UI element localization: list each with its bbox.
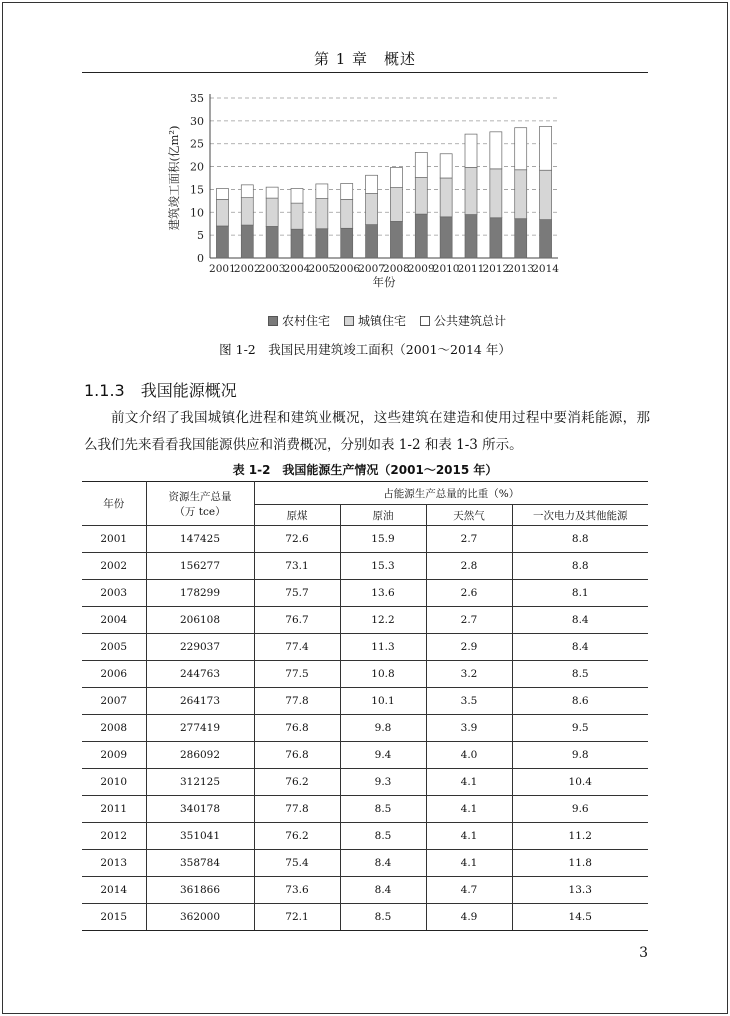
table-cell: 3.5 — [426, 688, 512, 715]
table-cell: 8.5 — [340, 904, 426, 931]
table-row — [82, 553, 648, 580]
bar-segment-rural — [515, 219, 527, 258]
x-tick-label: 2006 — [333, 263, 361, 275]
legend-swatch-rural — [268, 316, 278, 326]
table-row — [82, 823, 648, 850]
table-row — [82, 769, 648, 796]
table-cell: 9.3 — [340, 769, 426, 796]
table-row — [82, 607, 648, 634]
legend-label-rural: 农村住宅 — [282, 314, 331, 328]
table-cell: 2014 — [82, 877, 146, 904]
table-cell: 2001 — [82, 526, 146, 553]
table-cell: 9.6 — [512, 796, 648, 823]
table-cell: 77.8 — [254, 688, 340, 715]
stacked-bar-chart — [160, 86, 570, 310]
table-cell: 75.4 — [254, 850, 340, 877]
table-caption: 表 1-2 我国能源生产情况（2001～2015 年） — [232, 463, 498, 477]
table-cell: 11.2 — [512, 823, 648, 850]
table-cell: 264173 — [146, 688, 254, 715]
table-cell: 2013 — [82, 850, 146, 877]
table-cell: 156277 — [146, 553, 254, 580]
bar-segment-rural — [390, 221, 402, 258]
bar-segment-urban — [216, 199, 228, 226]
bar-segment-public — [415, 152, 427, 177]
table-row — [82, 877, 648, 904]
table-cell: 2.6 — [426, 580, 512, 607]
x-axis-title: 年份 — [372, 275, 396, 289]
x-tick-label: 2010 — [432, 263, 460, 275]
x-tick-label: 2005 — [308, 263, 336, 275]
x-tick-label: 2008 — [383, 263, 410, 275]
table-cell: 77.5 — [254, 661, 340, 688]
legend-swatch-public — [420, 316, 430, 326]
bar-segment-urban — [465, 167, 477, 214]
table-cell: 11.3 — [340, 634, 426, 661]
table-cell: 244763 — [146, 661, 254, 688]
table-cell: 2005 — [82, 634, 146, 661]
table-cell: 8.4 — [340, 877, 426, 904]
y-tick-label: 20 — [190, 160, 204, 174]
y-tick-label: 25 — [190, 137, 204, 151]
y-axis-title: 建筑竣工面积(亿m²) — [167, 125, 181, 231]
header-rule — [82, 72, 648, 73]
bar-segment-public — [341, 183, 353, 199]
table-cell: 4.1 — [426, 823, 512, 850]
bar-segment-rural — [341, 228, 353, 258]
table-cell: 4.9 — [426, 904, 512, 931]
y-tick-label: 35 — [190, 92, 204, 105]
table-row — [82, 688, 648, 715]
bar-segment-public — [390, 167, 402, 187]
y-tick-label: 30 — [190, 114, 204, 128]
table-cell: 11.8 — [512, 850, 648, 877]
bar-segment-rural — [241, 225, 253, 258]
table-cell: 3.2 — [426, 661, 512, 688]
bar-segment-public — [291, 189, 303, 204]
table-cell: 362000 — [146, 904, 254, 931]
bar-segment-urban — [390, 188, 402, 222]
bar-segment-urban — [415, 178, 427, 215]
bar-segment-rural — [366, 225, 378, 258]
bar-segment-public — [266, 187, 278, 198]
table-cell: 76.2 — [254, 823, 340, 850]
running-header: 第 1 章 概述 — [313, 50, 417, 68]
bar-segment-rural — [540, 220, 552, 258]
bar-segment-public — [366, 175, 378, 193]
legend-item-rural — [268, 312, 330, 329]
bar-segment-rural — [216, 226, 228, 258]
table-cell: 8.4 — [340, 850, 426, 877]
x-tick-label: 2001 — [209, 263, 236, 275]
table-cell: 14.5 — [512, 904, 648, 931]
table-cell: 15.3 — [340, 553, 426, 580]
header-year: 年份 — [82, 482, 146, 526]
x-tick-label: 2002 — [233, 263, 261, 275]
table-cell: 3.9 — [426, 715, 512, 742]
bar-segment-public — [216, 189, 228, 200]
bar-segment-rural — [490, 218, 502, 258]
table-cell: 76.8 — [254, 715, 340, 742]
bar-segment-public — [490, 132, 502, 169]
table-cell: 2009 — [82, 742, 146, 769]
table-cell: 9.5 — [512, 715, 648, 742]
y-tick-label: 0 — [197, 252, 204, 265]
table-cell: 2011 — [82, 796, 146, 823]
table-cell: 9.8 — [512, 742, 648, 769]
table-cell: 8.8 — [512, 553, 648, 580]
bar-segment-urban — [316, 199, 328, 229]
table-cell: 8.8 — [512, 526, 648, 553]
x-tick-label: 2004 — [283, 263, 311, 275]
table-cell: 9.4 — [340, 742, 426, 769]
table-cell: 312125 — [146, 769, 254, 796]
page-number: 3 — [639, 945, 648, 961]
table-cell: 4.1 — [426, 796, 512, 823]
table-cell: 358784 — [146, 850, 254, 877]
body-paragraph: 前文介绍了我国城镇化进程和建筑业概况，这些建筑在建造和使用过程中要消耗能源，那么我们先来看看我国能源供应和消费概况，分别如表 1-2 和表 1-3 所示。 — [84, 410, 650, 453]
bar-segment-urban — [490, 169, 502, 218]
table-cell: 2003 — [82, 580, 146, 607]
table-cell: 2010 — [82, 769, 146, 796]
table-cell: 4.1 — [426, 769, 512, 796]
table-cell: 8.4 — [512, 607, 648, 634]
table-cell: 8.5 — [340, 796, 426, 823]
table-row — [82, 634, 648, 661]
table-cell: 229037 — [146, 634, 254, 661]
y-tick-label: 15 — [190, 183, 204, 197]
header-oil: 原油 — [340, 505, 426, 526]
table-cell: 12.2 — [340, 607, 426, 634]
table-cell: 2007 — [82, 688, 146, 715]
bar-segment-rural — [440, 217, 452, 258]
table-row — [82, 850, 648, 877]
table-cell: 77.8 — [254, 796, 340, 823]
table-cell: 2.7 — [426, 526, 512, 553]
table-cell: 10.8 — [340, 661, 426, 688]
header-total — [146, 482, 254, 526]
table-cell: 8.6 — [512, 688, 648, 715]
table-cell: 72.6 — [254, 526, 340, 553]
table-row — [82, 661, 648, 688]
table-cell: 147425 — [146, 526, 254, 553]
table-cell: 8.1 — [512, 580, 648, 607]
section-number: 1.1.3 — [84, 381, 125, 400]
table-row — [82, 904, 648, 931]
legend-item-public — [420, 312, 506, 329]
bar-segment-urban — [440, 178, 452, 217]
table-cell: 2012 — [82, 823, 146, 850]
bar-segment-rural — [266, 226, 278, 258]
bar-segment-urban — [241, 198, 253, 225]
header-total-line1: 资源生产总量 — [168, 490, 232, 503]
x-tick-label: 2013 — [507, 263, 535, 275]
legend-label-urban: 城镇住宅 — [358, 314, 407, 328]
table-cell: 2.7 — [426, 607, 512, 634]
bar-segment-public — [540, 126, 552, 170]
header-total-line2: （万 tce） — [174, 505, 226, 518]
bar-segment-rural — [316, 229, 328, 258]
bar-segment-urban — [341, 199, 353, 228]
table-cell: 2002 — [82, 553, 146, 580]
bar-segment-urban — [540, 170, 552, 219]
table-row — [82, 715, 648, 742]
table-cell: 13.3 — [512, 877, 648, 904]
table-row — [82, 742, 648, 769]
table-cell: 72.1 — [254, 904, 340, 931]
table-cell: 76.8 — [254, 742, 340, 769]
energy-production-table — [82, 481, 648, 931]
table-cell: 8.4 — [512, 634, 648, 661]
table-cell: 2004 — [82, 607, 146, 634]
table-cell: 76.2 — [254, 769, 340, 796]
table-cell: 2.8 — [426, 553, 512, 580]
table-cell: 9.8 — [340, 715, 426, 742]
header-share: 占能源生产总量的比重（%） — [254, 482, 648, 505]
bar-segment-rural — [465, 215, 477, 258]
table-row — [82, 796, 648, 823]
section-heading — [84, 378, 237, 401]
bar-segment-urban — [366, 194, 378, 225]
chart-legend — [268, 312, 506, 329]
x-tick-label: 2009 — [407, 263, 435, 275]
bar-segment-urban — [266, 198, 278, 226]
table-cell: 73.1 — [254, 553, 340, 580]
table-row — [82, 526, 648, 553]
table-cell: 206108 — [146, 607, 254, 634]
table-cell: 8.5 — [340, 823, 426, 850]
table-cell: 2008 — [82, 715, 146, 742]
table-cell: 73.6 — [254, 877, 340, 904]
table-row — [82, 580, 648, 607]
x-tick-label: 2003 — [258, 263, 286, 275]
header-other: 一次电力及其他能源 — [512, 505, 648, 526]
bar-segment-public — [440, 154, 452, 178]
table-body — [82, 526, 648, 931]
table-cell: 15.9 — [340, 526, 426, 553]
table-cell: 2015 — [82, 904, 146, 931]
table-cell: 2.9 — [426, 634, 512, 661]
legend-label-public: 公共建筑总计 — [434, 314, 507, 328]
table-cell: 75.7 — [254, 580, 340, 607]
bar-segment-public — [241, 185, 253, 198]
header-coal: 原煤 — [254, 505, 340, 526]
table-cell: 340178 — [146, 796, 254, 823]
table-cell: 8.5 — [512, 661, 648, 688]
bar-segment-urban — [515, 170, 527, 219]
bar-segment-urban — [291, 203, 303, 229]
table-cell: 77.4 — [254, 634, 340, 661]
legend-swatch-urban — [344, 316, 354, 326]
table-cell: 351041 — [146, 823, 254, 850]
bar-segment-public — [316, 184, 328, 199]
x-tick-label: 2011 — [457, 263, 485, 275]
x-tick-label: 2007 — [358, 263, 385, 275]
table-cell: 76.7 — [254, 607, 340, 634]
table-cell: 13.6 — [340, 580, 426, 607]
section-title: 我国能源概况 — [140, 381, 237, 400]
y-tick-label: 5 — [197, 229, 204, 243]
table-cell: 2006 — [82, 661, 146, 688]
table-cell: 361866 — [146, 877, 254, 904]
table-cell: 10.4 — [512, 769, 648, 796]
bar-segment-public — [515, 128, 527, 170]
bar-segment-rural — [415, 214, 427, 258]
figure-caption: 图 1-2 我国民用建筑竣工面积（2001～2014 年） — [219, 342, 511, 357]
table-cell: 178299 — [146, 580, 254, 607]
table-cell: 4.0 — [426, 742, 512, 769]
bar-segment-public — [465, 134, 477, 167]
header-gas: 天然气 — [426, 505, 512, 526]
x-tick-label: 2012 — [482, 263, 510, 275]
legend-item-urban — [344, 312, 406, 329]
table-cell: 4.7 — [426, 877, 512, 904]
table-cell: 286092 — [146, 742, 254, 769]
table-cell: 4.1 — [426, 850, 512, 877]
table-cell: 277419 — [146, 715, 254, 742]
table-cell: 10.1 — [340, 688, 426, 715]
x-tick-label: 2014 — [532, 263, 559, 275]
y-tick-label: 10 — [190, 206, 204, 220]
bar-segment-rural — [291, 229, 303, 258]
